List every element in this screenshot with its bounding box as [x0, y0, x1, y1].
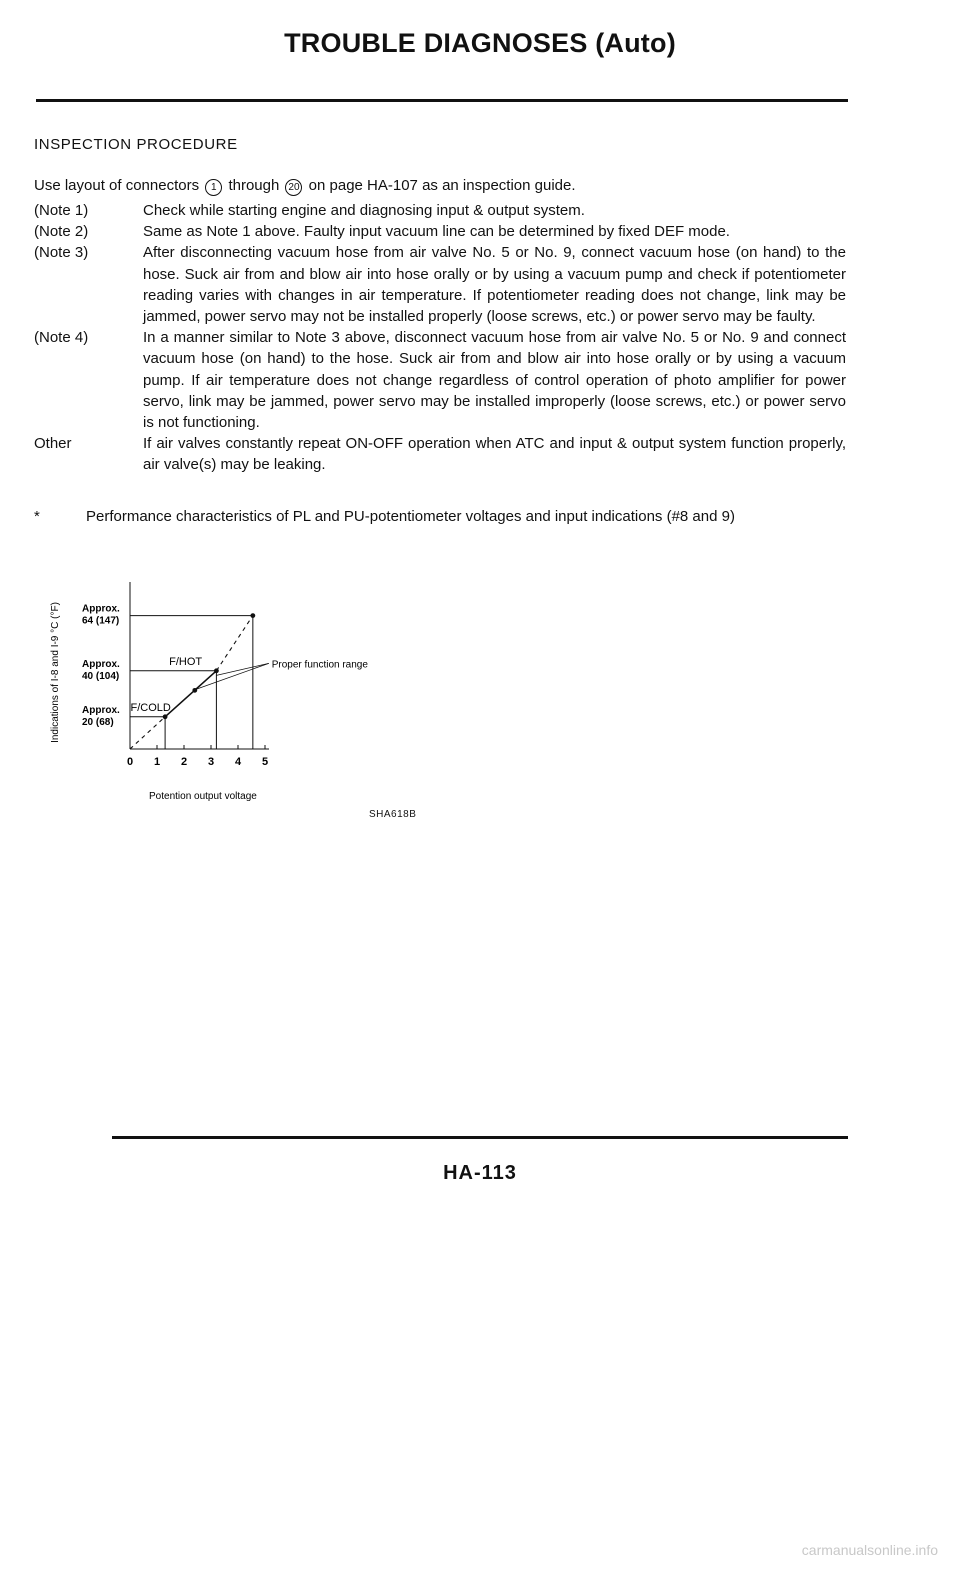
data-point [250, 613, 255, 618]
page-number: HA-113 [443, 1162, 517, 1184]
footer-rule [112, 1136, 848, 1139]
y-tick-label: 64 (147) [82, 615, 120, 627]
note-text: If air valves constantly repeat ON-OFF operation when ATC and input & output system function properly, air valve(s) may be leaking. [143, 435, 846, 474]
y-tick-label: Approx. [82, 658, 120, 670]
x-tick-label: 0 [126, 756, 134, 768]
note-text: Same as Note 1 above. Faulty input vacuum line can be determined by fixed DEF mode. [143, 223, 730, 241]
notes-list [34, 200, 846, 476]
region-label: F/COLD [130, 702, 171, 715]
potentiometer-chart [40, 570, 510, 810]
y-tick-label: 40 (104) [82, 670, 120, 682]
annotation-label: Proper function range [271, 659, 368, 671]
annotation-leader [216, 663, 268, 675]
note-3 [34, 242, 846, 327]
star-icon: * [34, 508, 40, 525]
page-title: TROUBLE DIAGNOSES (Auto) [284, 28, 676, 58]
annotation-leader [196, 663, 269, 689]
note-label: (Note 1) [34, 202, 89, 219]
x-tick-label: 4 [234, 756, 242, 768]
connector-1-marker: 1 [205, 179, 222, 196]
intro-line [34, 176, 576, 196]
x-tick-label: 2 [180, 756, 188, 768]
performance-note [34, 508, 735, 525]
data-point [214, 668, 219, 673]
note-label: Other [34, 435, 72, 453]
characteristic-line [165, 671, 216, 717]
performance-text: Performance characteristics of PL and PU-potentiometer voltages and input indications (#8 and 9) [86, 508, 735, 525]
note-text: Check while starting engine and diagnosing input & output system. [143, 202, 585, 219]
note-2 [34, 221, 846, 242]
y-tick-label: 20 (68) [82, 716, 114, 728]
note-label: (Note 4) [34, 329, 89, 347]
intro-after: on page HA-107 as an inspection guide. [308, 177, 576, 194]
note-4 [34, 327, 846, 433]
x-tick-label: 5 [261, 756, 269, 768]
intro-before: Use layout of connectors [34, 177, 200, 194]
note-other [34, 433, 846, 475]
connector-20-marker: 20 [285, 179, 302, 196]
y-tick-label: Approx. [82, 603, 120, 615]
characteristic-line-dashed [130, 717, 165, 749]
x-tick-label: 3 [207, 756, 215, 768]
x-axis-title: Potention output voltage [149, 791, 257, 802]
site-watermark: carmanualsonline.info [801, 1542, 938, 1558]
data-point [163, 714, 168, 719]
note-label: (Note 3) [34, 244, 89, 262]
section-heading: INSPECTION PROCEDURE [34, 136, 238, 153]
note-text: After disconnecting vacuum hose from air valve No. 5 or No. 9, connect vacuum hose (on hand) to the hose. Suck air from and blow air into hose orally or by using a vacuum pump and check if potentiometer reading varies with changes in air temperature. If potentiometer reading does not change, link may be jammed, power servo may not be installed properly (loose screws, etc.) or power servo may be faulty. [143, 244, 846, 326]
x-tick-label: 1 [153, 756, 161, 768]
region-label: F/HOT [169, 656, 203, 669]
note-label: (Note 2) [34, 223, 89, 241]
characteristic-line-dashed [216, 616, 252, 671]
y-tick-label: Approx. [82, 704, 120, 716]
header-rule [36, 99, 848, 102]
y-axis-title: Indications of I-8 and I-9 °C (°F) [50, 602, 61, 743]
figure-code: SHA618B [369, 809, 417, 820]
chart-svg [40, 570, 510, 810]
intro-through: through [228, 177, 280, 194]
note-text: In a manner similar to Note 3 above, disconnect vacuum hose from air valve No. 5 or No. 9 and connect vacuum hose (on hand) to the hose. Suck air from and blow air into hose orally or by using a vacuum pump. If air temperature does not change regardless of control operation of photo amplifier for power servo, link may be jammed, power servo may be installed improperly (loose screws, etc.) or power servo is not functioning. [143, 329, 846, 432]
note-1 [34, 200, 846, 221]
